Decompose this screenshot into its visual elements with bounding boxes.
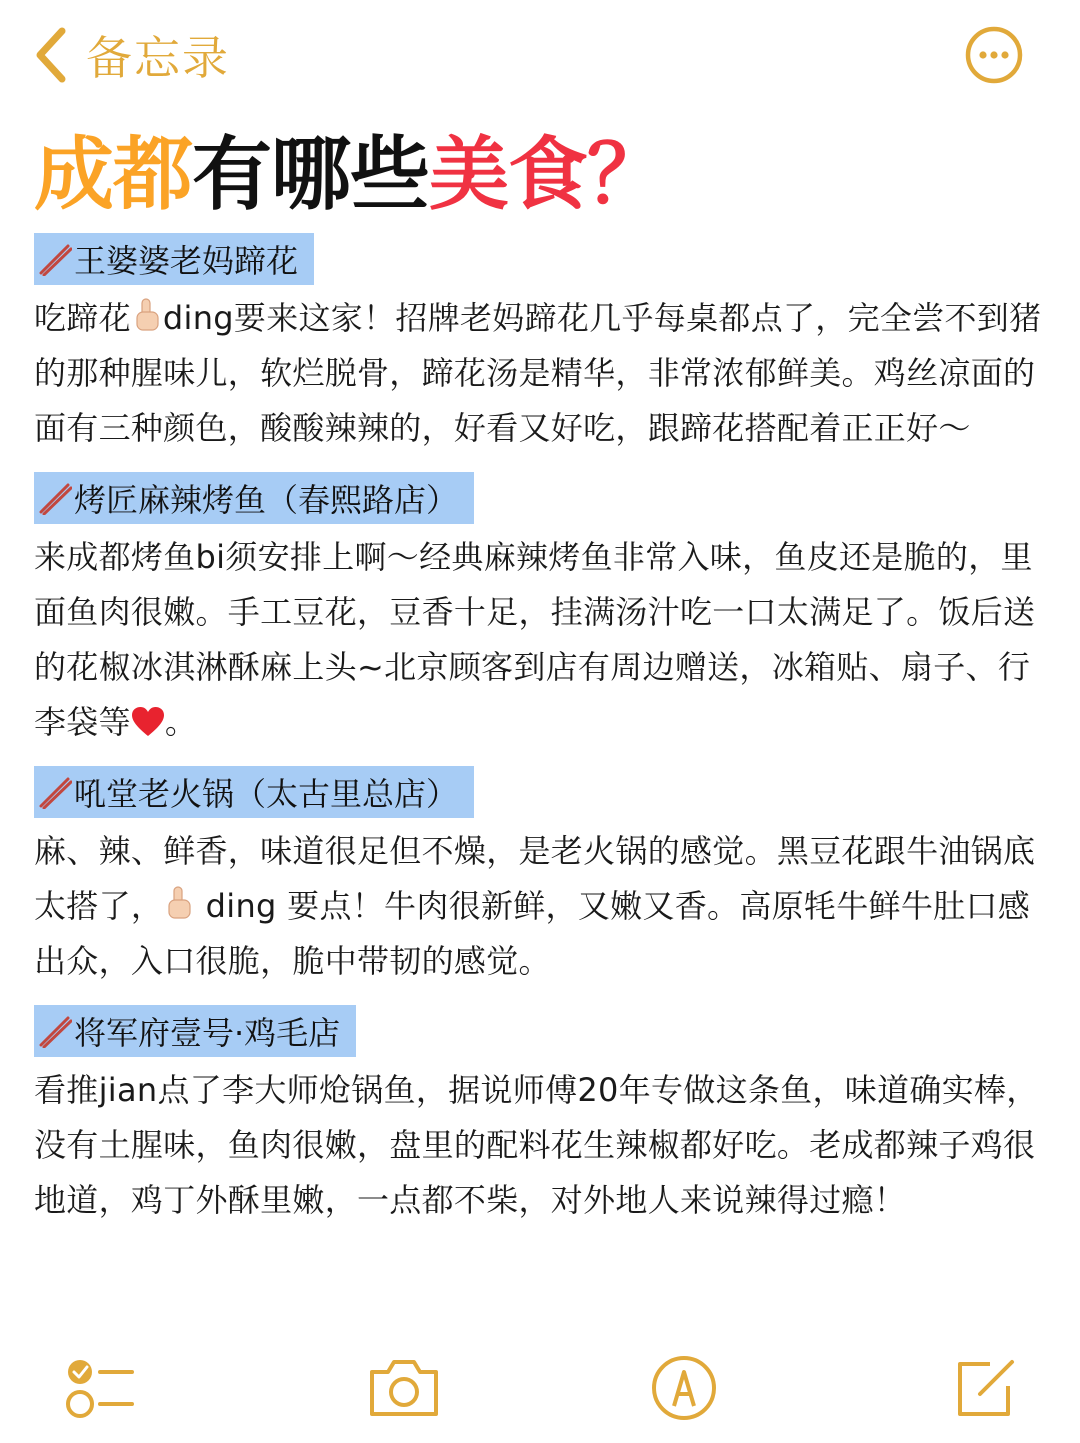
restaurant-section	[34, 1005, 1046, 1228]
section-heading	[34, 233, 314, 285]
chopsticks-icon	[38, 1014, 72, 1048]
page-title	[34, 112, 666, 222]
section-text-part: 吃蹄花	[34, 299, 131, 337]
section-text	[34, 530, 1046, 750]
note-body[interactable]	[34, 233, 1046, 1244]
section-heading	[34, 1005, 356, 1057]
red-heart-icon	[131, 707, 165, 737]
section-text	[34, 291, 1046, 456]
section-heading-label: 吼堂老火锅（太古里总店）	[74, 775, 459, 813]
title-part-city: 成都	[34, 127, 192, 221]
section-text-part: 。	[164, 703, 198, 741]
pointing-finger-icon	[131, 297, 163, 333]
restaurant-section	[34, 472, 1046, 750]
restaurant-section	[34, 233, 1046, 456]
chevron-left-icon	[34, 27, 68, 83]
back-button[interactable]	[34, 22, 230, 88]
section-text-part: 来成都烤鱼bi须安排上啊～经典麻辣烤鱼非常入味，鱼皮还是脆的，里面鱼肉很嫩。手工豆花，豆香十足，挂满汤汁吃一口太满足了。饭后送的花椒冰淇淋酥麻上头~北京顾客到店有周边赠送，冰箱贴、扇子、行李袋等	[34, 538, 1036, 741]
section-text	[34, 824, 1046, 989]
bottom-toolbar	[0, 1340, 1080, 1443]
chopsticks-icon	[38, 481, 72, 515]
title-part-middle: 有哪些	[192, 127, 429, 221]
section-heading-label: 王婆婆老妈蹄花	[74, 242, 299, 280]
section-text: 看推jian点了李大师炝锅鱼，据说师傅20年专做这条鱼，味道确实棒，没有土腥味，鱼肉很嫩，盘里的配料花生辣椒都好吃。老成都辣子鸡很地道，鸡丁外酥里嫩，一点都不柴，对外地人来说辣得过瘾！	[34, 1071, 1039, 1219]
section-heading	[34, 766, 474, 818]
camera-icon[interactable]	[366, 1352, 442, 1424]
section-heading	[34, 472, 474, 524]
checklist-icon[interactable]	[64, 1352, 136, 1424]
section-text-part: ding 要点！牛肉很新鲜，又嫩又香。高原牦牛鲜牛肚口感出众，入口很脆，脆中带韧的感觉。	[34, 887, 1031, 980]
section-text-part: 麻、辣、鲜香，味道很足但不燥，是老火锅的感觉。黑豆花跟牛油锅底太搭了，	[34, 832, 1036, 925]
back-label: 备忘录	[86, 31, 230, 85]
section-heading-label: 将军府壹号·鸡毛店	[74, 1014, 341, 1052]
compose-icon[interactable]	[950, 1352, 1022, 1424]
title-part-food: 美食？	[429, 127, 666, 221]
markup-pen-icon[interactable]	[648, 1352, 720, 1424]
chopsticks-icon	[38, 242, 72, 276]
pointing-finger-icon	[163, 885, 195, 921]
top-bar	[0, 0, 1080, 110]
chopsticks-icon	[38, 775, 72, 809]
section-heading-label: 烤匠麻辣烤鱼（春熙路店）	[74, 481, 459, 519]
restaurant-section	[34, 766, 1046, 989]
section-text-part: ding要来这家！招牌老妈蹄花几乎每桌都点了，完全尝不到猪的那种腥味儿，软烂脱骨，蹄花汤是精华，非常浓郁鲜美。鸡丝凉面的面有三种颜色，酸酸辣辣的，好看又好吃，跟蹄花搭配着正正好～	[34, 299, 1042, 447]
more-options-button[interactable]	[964, 25, 1024, 85]
